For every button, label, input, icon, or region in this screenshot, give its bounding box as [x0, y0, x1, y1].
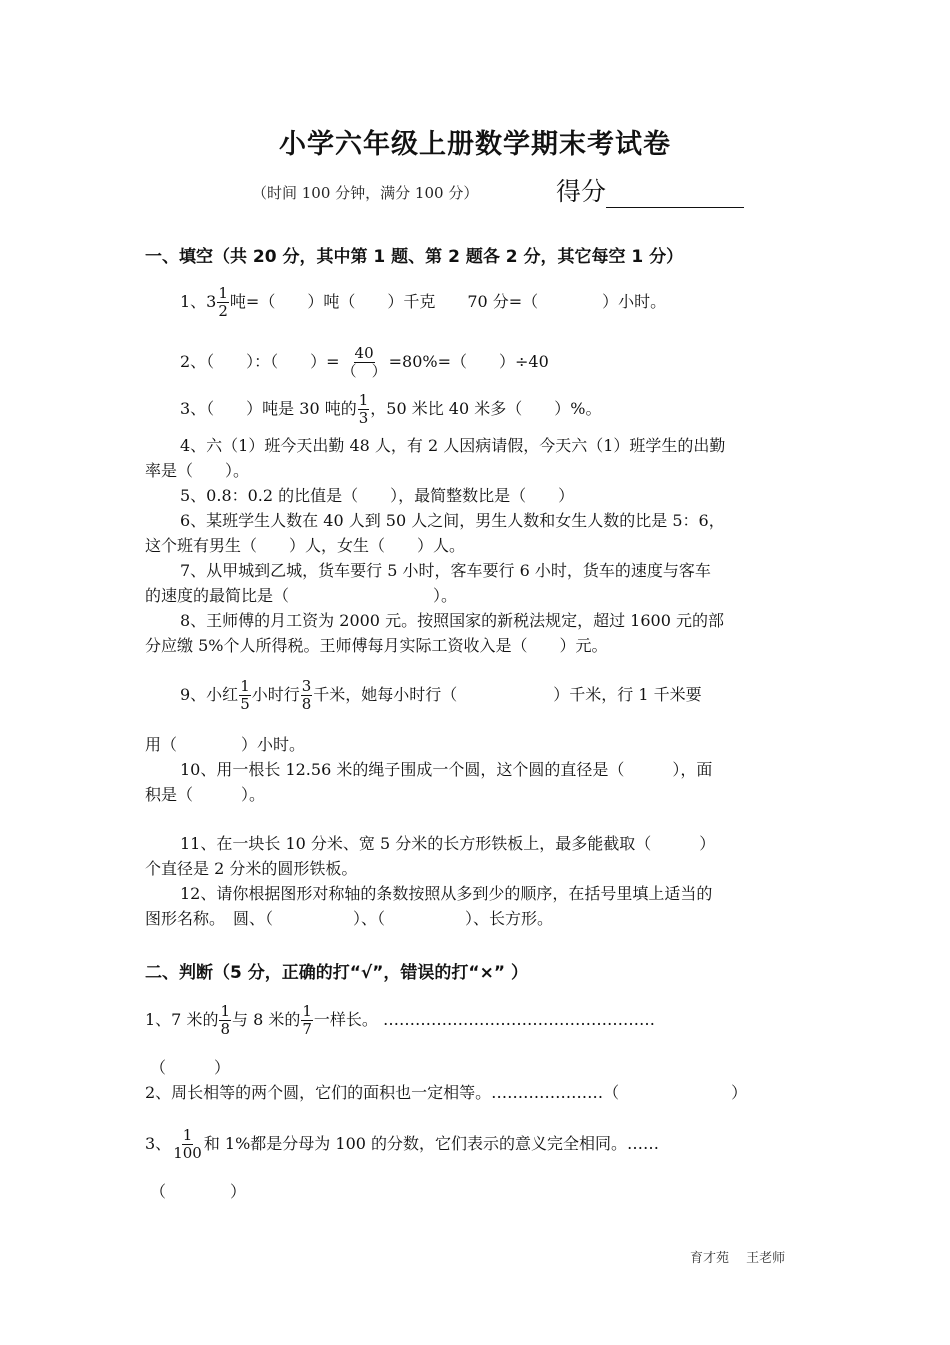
question-7-line-2: 的速度的最简比是（ ）。: [145, 586, 458, 605]
section-1-heading: 一、填空（共 20 分，其中第 1 题、第 2 题各 2 分，其它每空 1 分）: [145, 247, 684, 267]
question-4-line-2: 率是（ ）。: [145, 461, 250, 480]
question-8-line-1: 8、王师傅的月工资为 2000 元。按照国家的新税法规定，超过 1600 元的部: [180, 611, 724, 630]
exam-meta: （时间 100 分钟，满分 100 分）: [252, 184, 479, 202]
score-label: 得分: [556, 177, 607, 206]
question-12-line-1: 12、请你根据图形对称轴的条数按照从多到少的顺序，在括号里填上适当的: [180, 884, 713, 903]
question-1: 1、3 $\frac{1}{2}$ 吨=（ ）吨（ ）千克 70 分=（ ）小时。: [180, 284, 667, 320]
question-9: 9、小红 $\frac{1}{5}$ 小时行 $\frac{3}{8}$ 千米，她每小时行（ ）千米，行 1 千米要: [180, 677, 702, 713]
score-blank: [606, 185, 744, 208]
question-7-line-1: 7、从甲城到乙城，货车要行 5 小时，客车要行 6 小时，货车的速度与客车: [180, 561, 711, 580]
question-6-line-2: 这个班有男生（ ）人，女生（ ）人。: [145, 536, 466, 555]
fraction: $\frac{1}{3}$: [358, 391, 369, 427]
question-9-line-2: 用（ ）小时。: [145, 735, 306, 754]
judge-2: 2、周长相等的两个圆，它们的面积也一定相等。…………………（ ）: [145, 1083, 748, 1102]
judge-3: 3、 $\frac{1}{100}$ 和 1%都是分母为 100 的分数，它们表示的意义完全相同。……: [145, 1126, 660, 1162]
judge-3-answer-blank: （ ）: [150, 1182, 247, 1201]
question-6-line-1: 6、某班学生人数在 40 人到 50 人之间，男生人数和女生人数的比是 5：6，: [180, 511, 725, 530]
fraction: $\frac{1}{100}$: [173, 1126, 202, 1162]
question-10-line-2: 积是（ ）。: [145, 785, 266, 804]
fraction: $\frac{3}{8}$: [301, 677, 312, 713]
page-title: 小学六年级上册数学期末考试卷: [279, 129, 671, 160]
question-12-line-2: 图形名称。 圆、（ ）、（ ）、长方形。: [145, 909, 554, 928]
fraction: $\frac{1}{7}$: [302, 1002, 312, 1038]
question-4-line-1: 4、六（1）班今天出勤 48 人，有 2 人因病请假，今天六（1）班学生的出勤: [180, 436, 726, 455]
fraction: $\frac{1}{8}$: [220, 1002, 230, 1038]
question-3: 3、（ ）吨是 30 吨的 $\frac{1}{3}$ ，50 米比 40 米多（ ）%。: [180, 391, 602, 427]
question-5: 5、0.8：0.2 的比值是（ ），最简整数比是（ ）: [180, 486, 575, 505]
section-2-heading: 二、判断（5 分，正确的打“√”，错误的打“×” ）: [145, 963, 528, 983]
question-2: 2、（ ）：（ ）= $\frac{40}{( )}$ =80%=（ ）÷40: [180, 344, 549, 380]
score-field: [556, 172, 744, 208]
fraction: $\frac{1}{5}$: [240, 677, 250, 713]
judge-1: 1、7 米的 $\frac{1}{8}$ 与 8 米的 $\frac{1}{7}$ 一样长。 ……………………………………………: [145, 1002, 655, 1038]
question-10-line-1: 10、用一根长 12.56 米的绳子围成一个圆，这个圆的直径是（ ），面: [180, 760, 713, 779]
judge-1-answer-blank: （ ）: [150, 1058, 231, 1077]
fraction: $\frac{1}{2}$: [218, 284, 228, 320]
question-8-line-2: 分应缴 5%个人所得税。王师傅每月实际工资收入是（ ）元。: [145, 636, 608, 655]
footer-credit: 育才苑 王老师: [690, 1251, 786, 1266]
question-11-line-2: 个直径是 2 分米的圆形铁板。: [145, 859, 358, 878]
question-11-line-1: 11、在一块长 10 分米、宽 5 分米的长方形铁板上，最多能截取（ ）: [180, 834, 716, 853]
fraction: $\frac{40}{( )}$: [341, 344, 387, 380]
